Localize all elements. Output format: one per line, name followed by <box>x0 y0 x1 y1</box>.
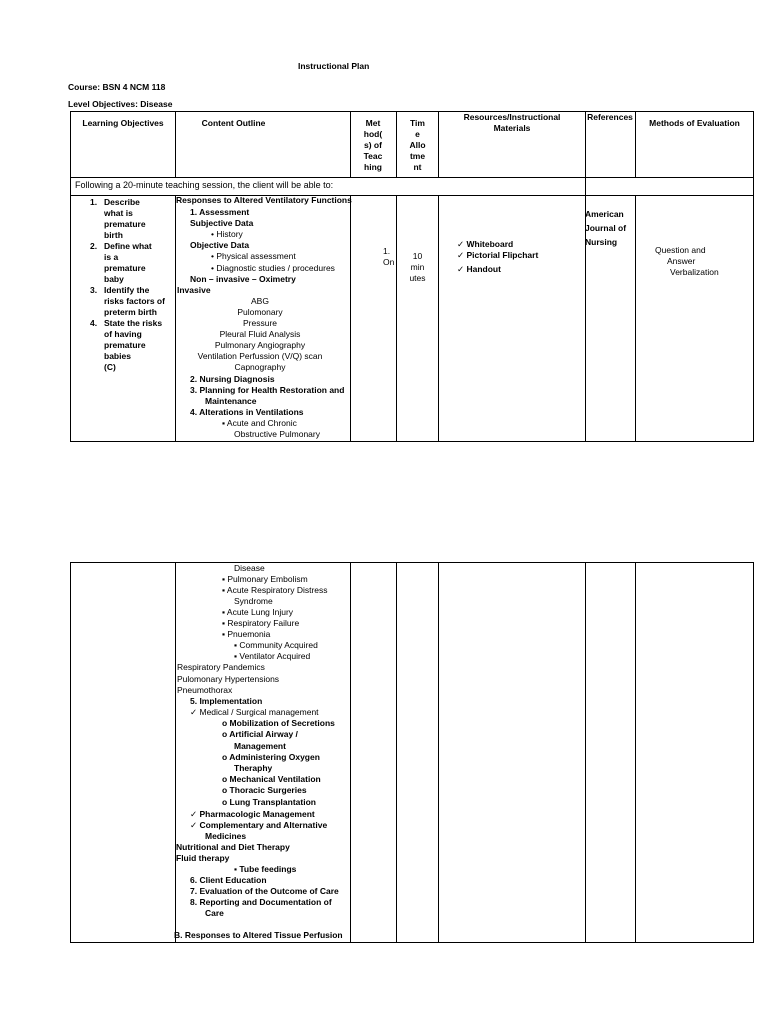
objective-number: 1. <box>90 197 98 207</box>
outline-line: ▪ Community Acquired <box>234 640 318 650</box>
outline-line: Theraphy <box>234 763 273 773</box>
objective-line: baby <box>104 274 124 284</box>
outline-line: Medicines <box>205 831 247 841</box>
reference-line: American <box>585 209 624 219</box>
outline-line: ▪ Respiratory Failure <box>222 618 300 628</box>
course-label: Course: BSN 4 NCM 118 <box>68 82 166 92</box>
header-resources-line: Resources/Instructional <box>463 112 561 122</box>
outline-line: Care <box>205 908 224 918</box>
header-time-line: Allo <box>409 140 426 150</box>
objective-number: 3. <box>90 285 98 295</box>
time-value: 10 <box>412 251 423 261</box>
objective-line: preterm birth <box>104 307 157 317</box>
objective-number: 2. <box>90 241 98 251</box>
outline-line: Ventilation Perfussion (V/Q) scan <box>197 351 323 361</box>
outline-line: Pulomonary <box>237 307 283 317</box>
outline-line: ▪ Acute and Chronic <box>222 418 297 428</box>
header-references: References <box>587 112 633 122</box>
outline-line: 1. Assessment <box>190 207 250 217</box>
level-label: Level Objectives: Disease <box>68 99 173 109</box>
outline-line: ✓ Pharmacologic Management <box>190 809 315 819</box>
header-methods-line: hod( <box>363 129 383 139</box>
objective-line: what is <box>104 208 133 218</box>
objective-line: (C) <box>104 362 116 372</box>
header-time-line: Tim <box>410 118 425 128</box>
outline-line: ✓ Complementary and Alternative <box>190 820 328 830</box>
outline-line: Pulomonary Hypertensions <box>177 674 280 684</box>
objective-line: premature <box>104 263 146 273</box>
outline-line: 4. Alterations in Ventilations <box>190 407 304 417</box>
outline-line: Responses to Altered Ventilatory Functions <box>176 195 352 205</box>
outline-line: • Physical assessment <box>211 251 296 261</box>
outline-line: Management <box>234 741 286 751</box>
intro-text: Following a 20-minute teaching session, the client will be able to: <box>75 180 334 190</box>
time-value: min <box>410 262 425 272</box>
outline-line: o Administering Oxygen <box>222 752 320 762</box>
header-resources-line: Materials <box>493 123 531 133</box>
resource-item: ✓ Handout <box>457 264 501 274</box>
outline-line: Invasive <box>177 285 211 295</box>
objective-line: is a <box>104 252 119 262</box>
time-value: utes <box>409 273 426 283</box>
objective-line: of having <box>104 329 142 339</box>
resource-item: ✓ Whiteboard <box>457 239 514 249</box>
objective-line: babies <box>104 351 131 361</box>
header-methods-line: s) of <box>364 140 382 150</box>
objective-line: Describe <box>104 197 140 207</box>
outline-line: Syndrome <box>234 596 273 606</box>
header-methods-line: Teac <box>363 151 383 161</box>
objective-number: 4. <box>90 318 98 328</box>
outline-line: 7. Evaluation of the Outcome of Care <box>190 886 339 896</box>
header-evaluation: Methods of Evaluation <box>649 118 740 128</box>
outline-line: • History <box>211 229 243 239</box>
evaluation-line: Question and <box>655 245 706 255</box>
outline-line: 8. Reporting and Documentation of <box>190 897 332 907</box>
reference-line: Journal of <box>585 223 627 233</box>
outline-line: o Thoracic Surgeries <box>222 785 307 795</box>
objective-line: Identify the <box>104 285 150 295</box>
objective-line: Define what <box>104 241 152 251</box>
header-resources <box>440 112 584 134</box>
header-time-line: e <box>415 129 420 139</box>
outline-line: ▪ Pnuemonia <box>222 629 271 639</box>
outline-line: B. Responses to Altered Tissue Perfusion <box>174 930 343 940</box>
outline-line: Capnography <box>234 362 286 372</box>
objective-line: premature <box>104 340 146 350</box>
outline-line: o Lung Transplantation <box>222 797 316 807</box>
reference-line: Nursing <box>585 237 618 247</box>
header-time-line: tme <box>409 151 426 161</box>
outline-line: Pleural Fluid Analysis <box>219 329 301 339</box>
outline-line: Nutritional and Diet Therapy <box>176 842 290 852</box>
outline-line: Obstructive Pulmonary <box>234 429 320 439</box>
header-methods <box>351 118 395 173</box>
outline-line: Pressure <box>242 318 277 328</box>
outline-line: ▪ Tube feedings <box>234 864 297 874</box>
outline-line: o Mobilization of Secretions <box>222 718 335 728</box>
method-value: On <box>383 257 395 267</box>
outline-line: Subjective Data <box>190 218 254 228</box>
outline-line: Fluid therapy <box>176 853 230 863</box>
evaluation-line: Answer <box>667 256 696 266</box>
outline-line: 6. Client Education <box>190 875 267 885</box>
header-time-line: nt <box>413 162 422 172</box>
outline-line: Disease <box>234 563 265 573</box>
header-methods-line: hing <box>364 162 382 172</box>
resource-item: ✓ Pictorial Flipchart <box>457 250 539 260</box>
outline-line: 3. Planning for Health Restoration and <box>190 385 345 395</box>
header-time <box>397 118 438 173</box>
outline-line: ABG <box>251 296 269 306</box>
evaluation-line: Verbalization <box>670 267 719 277</box>
outline-line: ▪ Acute Respiratory Distress <box>222 585 328 595</box>
outline-line: 2. Nursing Diagnosis <box>190 374 275 384</box>
outline-line: Non – invasive – Oximetry <box>190 274 296 284</box>
outline-line: o Artificial Airway / <box>222 729 298 739</box>
header-content-outline: Content Outline <box>201 118 266 128</box>
outline-line: Pulmonary Angiography <box>214 340 306 350</box>
outline-line: Pneumothorax <box>177 685 233 695</box>
page-title: Instructional Plan <box>298 61 370 71</box>
outline-line: • Diagnostic studies / procedures <box>211 263 335 273</box>
outline-line: ▪ Pulmonary Embolism <box>222 574 308 584</box>
outline-line: Objective Data <box>190 240 250 250</box>
outline-line: ▪ Acute Lung Injury <box>222 607 294 617</box>
method-value: 1. <box>383 246 391 256</box>
outline-line: Maintenance <box>205 396 257 406</box>
outline-line: o Mechanical Ventilation <box>222 774 321 784</box>
objective-line: risks factors of <box>104 296 165 306</box>
objective-line: birth <box>104 230 123 240</box>
objective-line: State the risks <box>104 318 163 328</box>
outline-line: ✓ Medical / Surgical management <box>190 707 319 717</box>
outline-line: Respiratory Pandemics <box>177 662 265 672</box>
outline-line: 5. Implementation <box>190 696 263 706</box>
outline-line: ▪ Ventilator Acquired <box>234 651 311 661</box>
objective-line: premature <box>104 219 146 229</box>
header-methods-line: Met <box>365 118 381 128</box>
header-learning-objectives: Learning Objectives <box>82 118 164 128</box>
